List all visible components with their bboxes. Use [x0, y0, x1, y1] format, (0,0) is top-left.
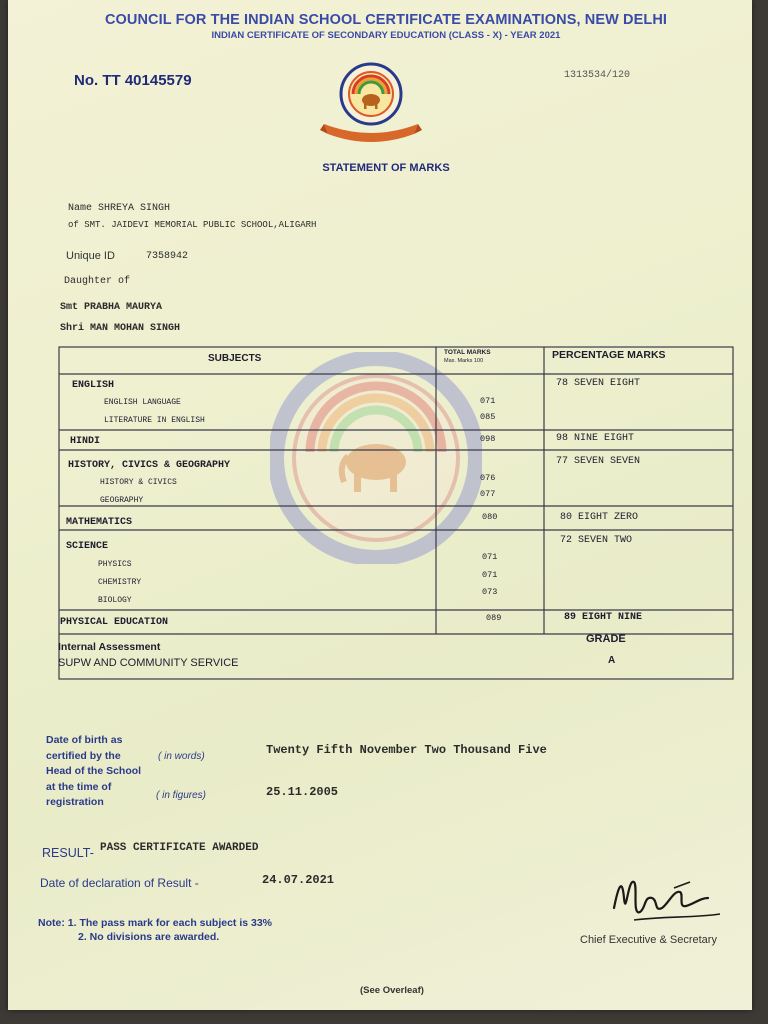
- percentage-english: 78 SEVEN EIGHT: [556, 378, 641, 389]
- subject-physics: PHYSICS: [98, 560, 132, 569]
- dob-in-figures: 25.11.2005: [266, 785, 339, 799]
- subject-english: ENGLISH: [72, 380, 115, 391]
- marks-english-literature: 085: [480, 412, 496, 422]
- subject-chemistry: CHEMISTRY: [98, 578, 142, 587]
- marks-hindi: 098: [480, 434, 496, 444]
- note-1: 1. The pass mark for each subject is 33%: [67, 917, 273, 929]
- marks-geography: 077: [480, 489, 496, 499]
- declaration-label: Date of declaration of Result -: [40, 876, 199, 890]
- marks-chemistry: 071: [482, 570, 498, 580]
- marks-english-language: 071: [480, 396, 496, 406]
- subject-english-language: ENGLISH LANGUAGE: [104, 398, 181, 407]
- subject-mathematics: MATHEMATICS: [66, 517, 133, 528]
- dob-line-1: Date of birth as: [46, 734, 123, 746]
- percentage-mathematics: 80 EIGHT ZERO: [560, 512, 639, 523]
- marks-mathematics: 080: [482, 512, 498, 522]
- subject-geography: GEOGRAPHY: [100, 496, 144, 505]
- unique-id-label: Unique ID: [66, 250, 115, 262]
- percentage-physical-education: 89 EIGHT NINE: [564, 612, 643, 623]
- mother-name: Smt PRABHA MAURYA: [60, 302, 163, 313]
- marksheet: [8, 0, 752, 1010]
- subject-history-civics: HISTORY & CIVICS: [100, 478, 177, 487]
- declaration-date: 24.07.2021: [262, 873, 335, 887]
- relation-label: Daughter of: [64, 276, 131, 287]
- subject-english-literature: LITERATURE IN ENGLISH: [104, 416, 205, 425]
- percentage-hcg: 77 SEVEN SEVEN: [556, 456, 641, 467]
- dob-line-4: at the time of: [46, 780, 112, 793]
- school-name: of SMT. JAIDEVI MEMORIAL PUBLIC SCHOOL,ALIGARH: [68, 220, 317, 230]
- subject-biology: BIOLOGY: [98, 596, 132, 605]
- dob-line-3: Head of the School: [46, 765, 142, 777]
- notes: [38, 916, 272, 944]
- percentage-science: 72 SEVEN TWO: [560, 535, 633, 546]
- certificate-number: No. TT 40145579: [74, 72, 192, 89]
- dob-line-2: certified by the: [46, 749, 121, 762]
- percentage-hindi: 98 NINE EIGHT: [556, 433, 635, 444]
- note-prefix: Note:: [38, 917, 65, 929]
- exam-subtitle: INDIAN CERTIFICATE OF SECONDARY EDUCATION (CLASS - X) - YEAR 2021: [211, 30, 561, 41]
- dob-question: [46, 733, 141, 811]
- header-total-marks: TOTAL MARKS: [444, 349, 491, 356]
- council-title: COUNCIL FOR THE INDIAN SCHOOL CERTIFICATE EXAMINATIONS, NEW DELHI: [104, 12, 668, 28]
- in-figures-label: ( in figures): [156, 790, 207, 801]
- subject-science: SCIENCE: [66, 541, 109, 552]
- marks-biology: 073: [482, 587, 498, 597]
- header-subjects: SUBJECTS: [208, 353, 262, 364]
- father-name: Shri MAN MOHAN SINGH: [60, 323, 181, 334]
- unique-id-value: 7358942: [146, 251, 189, 262]
- result-label: RESULT-: [42, 846, 94, 860]
- signatory-title: Chief Executive & Secretary: [580, 934, 717, 946]
- header-max-marks: Max. Marks 100: [444, 358, 484, 364]
- marks-physics: 071: [482, 552, 498, 562]
- cisce-emblem-icon: [320, 60, 422, 146]
- header-percentage: PERCENTAGE MARKS: [552, 349, 666, 361]
- subject-hcg: HISTORY, CIVICS & GEOGRAPHY: [68, 460, 231, 471]
- internal-assessment-label: Internal Assessment: [58, 641, 161, 653]
- dob-in-words: Twenty Fifth November Two Thousand Five: [266, 743, 547, 757]
- marks-history-civics: 076: [480, 473, 496, 483]
- subject-hindi: HINDI: [70, 436, 101, 447]
- dob-line-5: registration: [46, 796, 104, 808]
- student-name: Name SHREYA SINGH: [68, 203, 171, 214]
- statement-title: STATEMENT OF MARKS: [322, 162, 450, 174]
- see-overleaf: (See Overleaf): [360, 985, 424, 996]
- grade-label: GRADE: [586, 633, 626, 645]
- supw-subject: SUPW AND COMMUNITY SERVICE: [58, 657, 239, 669]
- subject-physical-education: PHYSICAL EDUCATION: [60, 617, 169, 628]
- note-2: 2. No divisions are awarded.: [78, 931, 220, 943]
- result-value: PASS CERTIFICATE AWARDED: [100, 842, 259, 854]
- in-words-label: ( in words): [158, 751, 205, 762]
- supw-grade: A: [608, 655, 616, 666]
- serial-number: 1313534/120: [564, 70, 631, 81]
- marks-physical-education: 089: [486, 613, 502, 623]
- signature-icon: [604, 868, 724, 932]
